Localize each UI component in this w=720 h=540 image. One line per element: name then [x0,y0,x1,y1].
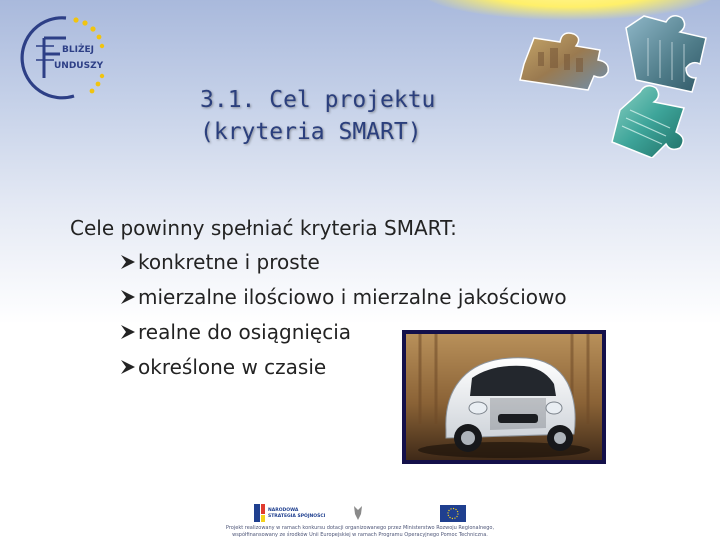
arrow-bullet-icon [118,252,138,272]
nss-logo-icon [254,504,265,522]
slide-title-line-1: 3.1. Cel projektu [200,87,436,113]
polish-eagle-icon [354,506,362,520]
car-photo [402,330,606,464]
footer-logos [250,502,470,524]
slide-title [200,84,500,148]
bullet-text: konkretne i proste [138,249,320,274]
arrow-bullet-icon [118,287,138,307]
arrow-bullet-icon [118,357,138,377]
arrow-bullet-icon [118,322,138,342]
bullet-text: mierzalne ilościowo i mierzalne jakościowo [138,284,567,309]
blizej-funduszy-logo [14,14,114,100]
eu-flag-icon [440,505,466,522]
footer [0,498,720,540]
bullet-text: określone w czasie [138,354,327,379]
list-item [118,279,567,314]
logo-line1: BLIŻEJ [62,45,94,55]
slide-title-line-2: (kryteria SMART) [200,119,422,145]
list-item [118,244,567,279]
footer-logo-text-2: STRATEGIA SPÓJNOŚCI [268,514,326,519]
intro-text: Cele powinny spełniać kryteria SMART: [70,216,457,240]
footer-logo-text-1: NARODOWA [268,508,299,513]
footer-text [150,525,570,539]
smart-car-image [406,334,602,460]
logo-line2: UNDUSZY [54,61,104,71]
bullet-text: realne do osiągnięcia [138,319,352,344]
footer-text-line-2: współfinansowany ze środków Unii Europejskiej w ramach Programu Operacyjnego Pomoc Techniczna. [232,532,488,538]
footer-text-line-1: Projekt realizowany w ramach konkursu dotacji organizowanego przez Ministerstwo Rozwoju Regionalnego, [225,525,495,531]
puzzle-pieces-decoration [516,8,720,158]
